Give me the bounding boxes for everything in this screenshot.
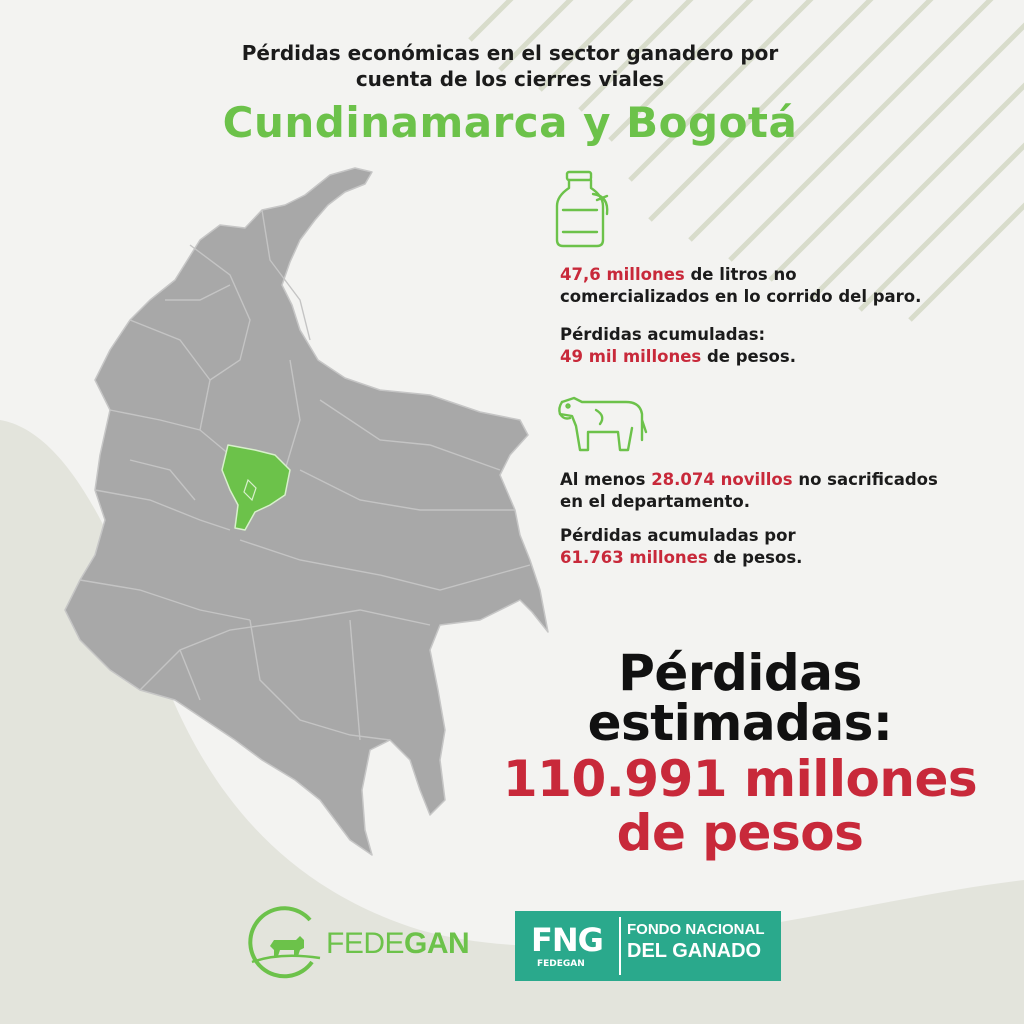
fedegan-text-b: GAN [404, 927, 470, 960]
milk-losses-value: 49 mil millones [560, 347, 702, 366]
fedegan-text-a: FEDE [326, 927, 405, 960]
total-unit: de pesos [616, 804, 864, 862]
milk-losses-label: Pérdidas acumuladas: [560, 325, 766, 344]
total-label-1: Pérdidas [618, 644, 862, 702]
cattle-steers-value: 28.074 novillos [651, 470, 793, 489]
fng-name-line-1: FONDO NACIONAL [627, 921, 765, 938]
milk-liters-text: de litros no [684, 265, 797, 284]
title-line-1: Pérdidas económicas en el sector ganadero por [241, 41, 779, 65]
cow-icon [556, 392, 648, 456]
region-title: Cundinamarca y Bogotá [222, 98, 798, 147]
milk-liters-text-2: comercializados en lo corrido del paro. [560, 287, 922, 306]
fedegan-logo-text [326, 927, 469, 961]
cattle-steers-text: no sacrificados [792, 470, 938, 489]
fng-mark [523, 917, 617, 975]
fng-letters: FNG [531, 921, 603, 959]
milk-losses-unit: de pesos. [701, 347, 796, 366]
fng-name [627, 921, 777, 963]
total-value: 110.991 millones [502, 750, 978, 808]
fng-subtext: FEDEGAN [537, 959, 585, 969]
cattle-losses-value: 61.763 millones [560, 548, 708, 567]
cattle-losses-label: Pérdidas acumuladas por [560, 526, 796, 545]
milk-liters-value: 47,6 millones [560, 265, 685, 284]
cattle-stat-losses [560, 525, 1000, 569]
total-label-2: estimadas: [587, 694, 893, 752]
milk-can-icon [553, 170, 613, 248]
cattle-steers-prefix: Al menos [560, 470, 652, 489]
fng-name-line-2: DEL GANADO [627, 940, 762, 962]
milk-stat-losses [560, 324, 1000, 368]
cattle-steers-text-2: en el departamento. [560, 492, 750, 511]
cattle-stat-steers [560, 469, 1000, 513]
milk-stat-liters [560, 264, 1000, 308]
fng-logo-icon [515, 911, 781, 981]
fng-divider [619, 917, 621, 975]
cattle-losses-unit: de pesos. [707, 548, 803, 567]
title-line-2: cuenta de los cierres viales [355, 67, 665, 91]
